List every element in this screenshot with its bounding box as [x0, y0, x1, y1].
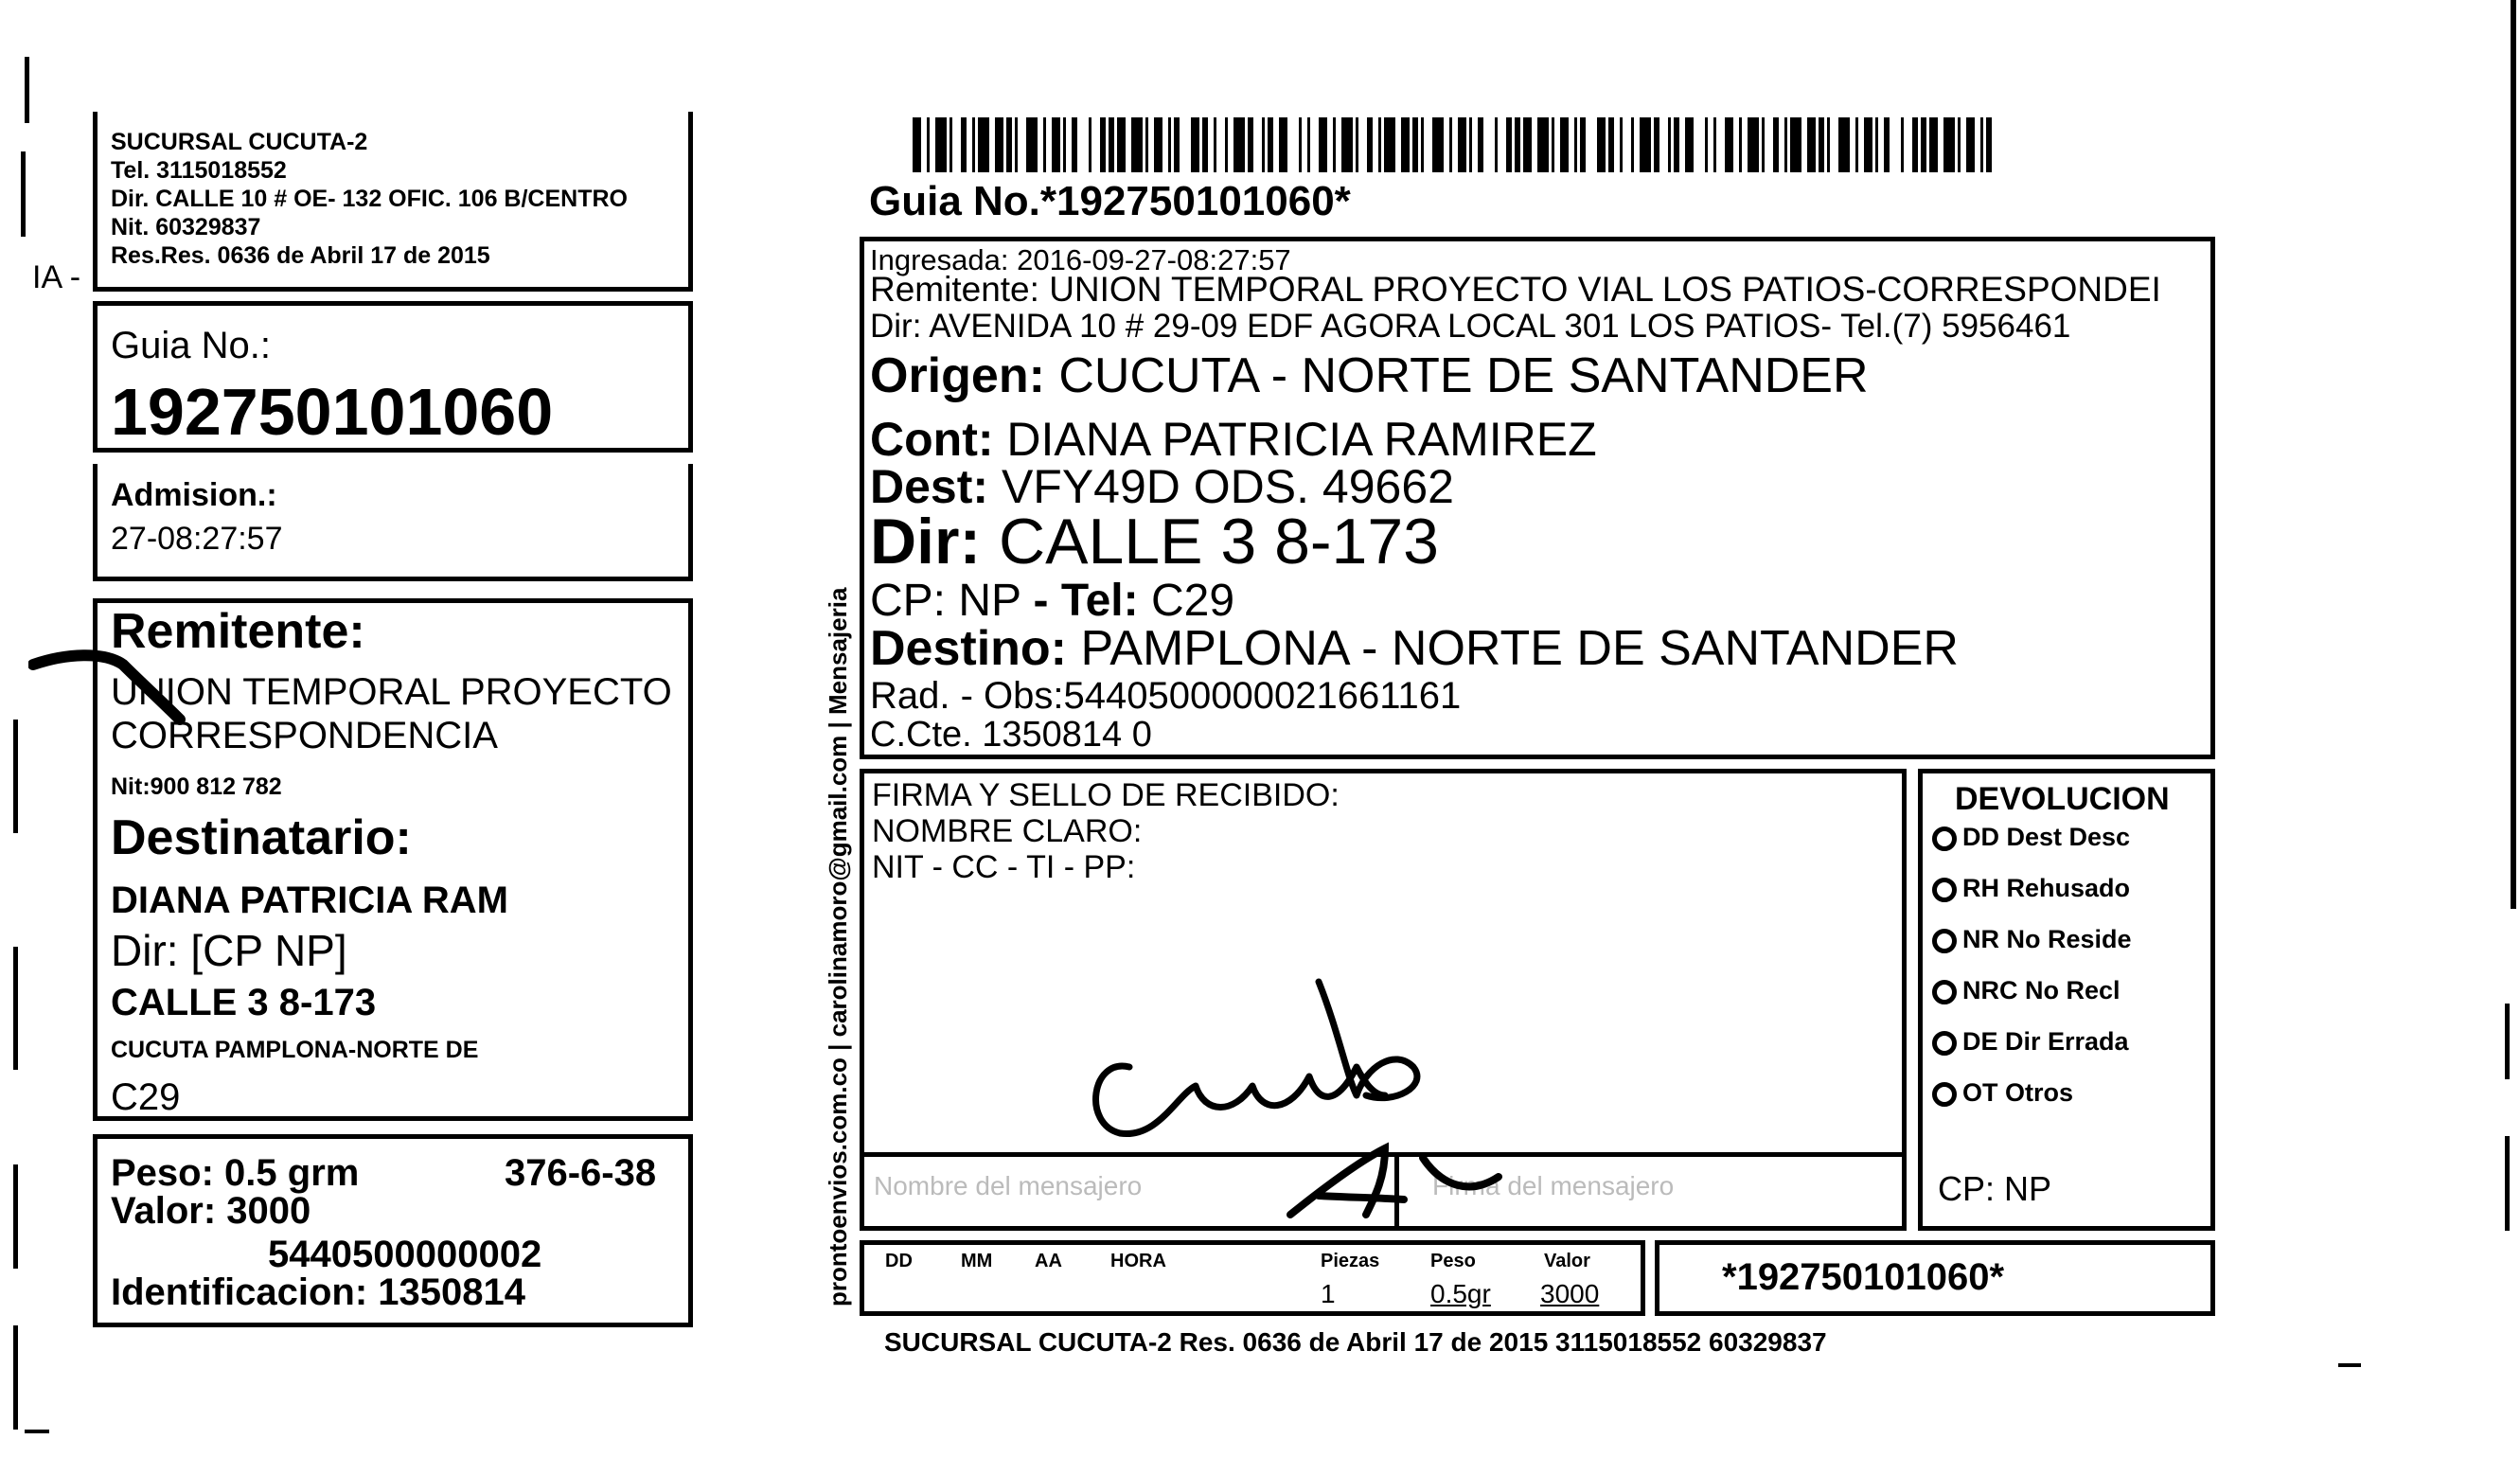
- barcode-bar: [1432, 117, 1444, 172]
- barcode-bar: [1202, 117, 1208, 172]
- details-peso: 0.5gr: [1430, 1279, 1491, 1308]
- barcode-bar: [1748, 117, 1759, 172]
- messenger-signature-field: Firma del mensajero: [1432, 1171, 1675, 1200]
- stub-peso: Peso: 0.5 grm: [111, 1152, 360, 1194]
- dir-label: Dir:: [870, 506, 982, 578]
- barcode-bar: [1597, 117, 1606, 172]
- cont-value: DIANA PATRICIA RAMIREZ: [1006, 413, 1597, 466]
- main-address-box: [860, 237, 2215, 759]
- barcode-bar: [1319, 117, 1327, 172]
- stub-weight-box: [93, 1134, 693, 1327]
- barcode-bar: [1043, 117, 1046, 172]
- barcode-bar: [1884, 117, 1890, 172]
- branch-nit: Nit. 60329837: [111, 214, 261, 240]
- header-peso: Peso: [1430, 1251, 1476, 1271]
- destino-label: Destino:: [870, 621, 1067, 676]
- barcode-bar: [1674, 117, 1679, 172]
- details-valor: 3000: [1540, 1279, 1600, 1308]
- barcode-bar: [1356, 117, 1358, 172]
- barcode-bar: [1006, 117, 1012, 172]
- cp-value: NP: [958, 576, 1021, 626]
- header-aa: AA: [1035, 1251, 1062, 1271]
- devolucion-item: OT Otros: [1932, 1078, 2073, 1108]
- barcode-bar: [1421, 117, 1424, 172]
- stub-admision-box: [93, 464, 693, 581]
- barcode-bar: [1262, 117, 1265, 172]
- barcode-bar: [1145, 117, 1148, 172]
- barcode-bar: [1807, 117, 1816, 172]
- details-piezas: 1: [1321, 1279, 1336, 1308]
- stub-tel: C29: [111, 1076, 181, 1118]
- header-piezas: Piezas: [1321, 1251, 1380, 1271]
- devolucion-item: NR No Reside: [1932, 925, 2132, 954]
- barcode-bar: [1174, 117, 1180, 172]
- barcode-bar: [1705, 117, 1708, 172]
- radio-circle[interactable]: [1932, 980, 1957, 1004]
- barcode-bar: [1225, 117, 1228, 172]
- barcode-bar: [913, 117, 921, 172]
- header-dd: DD: [885, 1251, 913, 1271]
- side-text: prontoenvios.com.co | carolinamoro@gmail.com | Mensajeria: [824, 587, 852, 1306]
- main-origen: [870, 347, 1869, 404]
- barcode-bar: [1668, 117, 1671, 172]
- stub-dir-cp: Dir: [CP NP]: [111, 926, 347, 975]
- footer: SUCURSAL CUCUTA-2 Res. 0636 de Abril 17 de 2015 3115018552 60329837: [884, 1327, 1827, 1357]
- barcode-bar: [1574, 117, 1577, 172]
- stub-city: CUCUTA PAMPLONA-NORTE DE: [111, 1037, 479, 1063]
- stub-remitente-label: Remitente:: [111, 604, 365, 659]
- stub-code: 376-6-38: [505, 1152, 657, 1194]
- barcode-bar: [1552, 117, 1554, 172]
- header-mm: MM: [961, 1251, 993, 1271]
- barcode-bar: [1458, 117, 1466, 172]
- barcode-bar: [935, 117, 947, 172]
- barcode-bar: [1506, 117, 1512, 172]
- barcode-number-box: [1655, 1240, 2215, 1316]
- stub-remitente-line2: CORRESPONDENCIA: [111, 715, 498, 756]
- recipient-signature: [1054, 953, 1451, 1162]
- barcode-bar: [1268, 117, 1273, 172]
- devolucion-item: RH Rehusado: [1932, 874, 2130, 903]
- stub-guia-box: [93, 301, 693, 453]
- barcode-bar: [1233, 117, 1245, 172]
- scan-mark: [13, 720, 18, 833]
- barcode-bar: [1072, 117, 1077, 172]
- barcode-number: *192750101060*: [1722, 1256, 2005, 1298]
- barcode-bar: [1685, 117, 1694, 172]
- barcode-bar: [1307, 117, 1310, 172]
- barcode-bar: [1580, 117, 1586, 172]
- header-hora: HORA: [1110, 1251, 1166, 1271]
- main-remitente: Remitente: UNION TEMPORAL PROYECTO VIAL LOS PATIOS-CORRESPONDEI: [870, 270, 2161, 309]
- barcode-bar: [927, 117, 930, 172]
- scan-mark: [13, 1164, 18, 1269]
- barcode-bar: [1620, 117, 1623, 172]
- stub-destinatario-label: Destinatario:: [111, 810, 412, 865]
- radio-circle[interactable]: [1932, 878, 1957, 902]
- barcode-bar: [1248, 117, 1253, 172]
- main-guia-title: Guia No.*192750101060*: [869, 178, 1351, 224]
- barcode-bar: [1131, 117, 1143, 172]
- stub-admision-time: 27-08:27:57: [111, 521, 283, 557]
- scan-mark: [25, 57, 29, 123]
- stub-destinatario-name: DIANA PATRICIA RAM: [111, 880, 508, 921]
- stub-guia-number: 192750101060: [111, 375, 554, 449]
- stub-guia-label: Guia No.:: [111, 325, 271, 366]
- scan-mark: [2338, 1363, 2361, 1367]
- main-destino: [870, 620, 1959, 677]
- barcode-bar: [1713, 117, 1716, 172]
- barcode-bar: [1367, 117, 1373, 172]
- barcode-bar: [1875, 117, 1878, 172]
- barcode-bar: [978, 117, 989, 172]
- barcode-bar: [1631, 117, 1634, 172]
- barcode: [913, 117, 2001, 172]
- barcode-bar: [961, 117, 967, 172]
- barcode-bar: [1654, 117, 1659, 172]
- tel-label: - Tel:: [1033, 576, 1139, 626]
- barcode-bar: [1449, 117, 1452, 172]
- barcode-bar: [1929, 117, 1938, 172]
- origen-label: Origen:: [870, 348, 1045, 403]
- scan-mark: [13, 947, 18, 1070]
- radio-circle[interactable]: [1932, 1082, 1957, 1107]
- branch-address: Dir. CALLE 10 # OE- 132 OFIC. 106 B/CENTRO: [111, 186, 628, 212]
- barcode-bar: [1279, 117, 1287, 172]
- main-ingresada: Ingresada: 2016-09-27-08:27:57: [870, 243, 1291, 276]
- dest-value: VFY49D ODS. 49662: [1001, 460, 1454, 513]
- barcode-bar: [1214, 117, 1216, 172]
- barcode-bar: [1117, 117, 1126, 172]
- ink-stroke: [28, 644, 218, 738]
- messenger-signature: [1281, 1139, 1527, 1226]
- barcode-bar: [995, 117, 1003, 172]
- barcode-bar: [1089, 117, 1091, 172]
- dest-label: Dest:: [870, 460, 989, 513]
- stub-ref: 5440500000002: [268, 1234, 542, 1275]
- barcode-bar: [1191, 117, 1199, 172]
- scan-mark: [2511, 0, 2516, 909]
- barcode-bar: [1864, 117, 1872, 172]
- branch-resolution: Res.Res. 0636 de Abril 17 de 2015: [111, 242, 490, 269]
- origen-value: CUCUTA - NORTE DE SANTANDER: [1058, 348, 1869, 403]
- messenger-name-field: Nombre del mensajero: [874, 1171, 1143, 1200]
- barcode-bar: [1762, 117, 1765, 172]
- barcode-bar: [1773, 117, 1779, 172]
- cont-label: Cont:: [870, 413, 994, 466]
- barcode-bar: [1912, 117, 1918, 172]
- devolucion-item: DD Dest Desc: [1932, 823, 2130, 852]
- branch-tel: Tel. 3115018552: [111, 157, 287, 184]
- stub-remitente-line1: UNION TEMPORAL PROYECTO: [111, 671, 672, 713]
- devolucion-title: DEVOLUCION: [1955, 781, 2170, 817]
- barcode-bar: [1640, 117, 1651, 172]
- scan-mark: [2505, 1004, 2510, 1079]
- barcode-bar: [1921, 117, 1926, 172]
- scan-mark: [2505, 1136, 2510, 1231]
- barcode-bar: [1026, 117, 1038, 172]
- scan-fragment: IA -: [32, 259, 81, 295]
- radio-circle[interactable]: [1932, 1031, 1957, 1056]
- barcode-bar: [1725, 117, 1733, 172]
- barcode-bar: [1478, 117, 1483, 172]
- scan-mark: [25, 1430, 49, 1433]
- barcode-bar: [1515, 117, 1520, 172]
- barcode-bar: [1523, 117, 1532, 172]
- barcode-bar: [1333, 117, 1336, 172]
- barcode-bar: [1412, 117, 1418, 172]
- barcode-bar: [1154, 117, 1162, 172]
- barcode-bar: [1986, 117, 1992, 172]
- barcode-bar: [1537, 117, 1549, 172]
- destino-value: PAMPLONA - NORTE DE SANTANDER: [1080, 621, 1959, 676]
- barcode-bar: [1980, 117, 1983, 172]
- firma-line3: NIT - CC - TI - PP:: [872, 849, 1136, 885]
- main-dir-remitente: Dir: AVENIDA 10 # 29-09 EDF AGORA LOCAL 301 LOS PATIOS- Tel.(7) 5956461: [870, 308, 2071, 345]
- barcode-bar: [1784, 117, 1787, 172]
- cp-label: CP:: [870, 576, 947, 626]
- stub-valor: Valor: 3000: [111, 1190, 311, 1232]
- barcode-bar: [1401, 117, 1410, 172]
- devolucion-item: DE Dir Errada: [1932, 1027, 2129, 1057]
- barcode-bar: [1469, 117, 1472, 172]
- firma-line1: FIRMA Y SELLO DE RECIBIDO:: [872, 777, 1340, 813]
- stub-dir-street: CALLE 3 8-173: [111, 982, 377, 1023]
- barcode-bar: [1063, 117, 1066, 172]
- barcode-bar: [1100, 117, 1106, 172]
- barcode-bar: [1838, 117, 1850, 172]
- radio-circle[interactable]: [1932, 929, 1957, 953]
- barcode-bar: [1739, 117, 1742, 172]
- barcode-bar: [1608, 117, 1614, 172]
- scan-mark: [21, 151, 26, 237]
- barcode-bar: [1943, 117, 1955, 172]
- tel-value: C29: [1150, 576, 1235, 626]
- devolucion-cp: CP: NP: [1938, 1169, 2052, 1208]
- barcode-bar: [1052, 117, 1060, 172]
- scan-mark: [13, 1325, 18, 1430]
- barcode-bar: [1495, 117, 1498, 172]
- barcode-bar: [1790, 117, 1801, 172]
- barcode-bar: [1966, 117, 1975, 172]
- main-rad: Rad. - Obs:5440500000021661161: [870, 675, 1462, 717]
- branch-header-box: [93, 112, 693, 292]
- barcode-bar: [1901, 117, 1904, 172]
- barcode-bar: [949, 117, 952, 172]
- barcode-bar: [1168, 117, 1171, 172]
- firma-line2: NOMBRE CLARO:: [872, 813, 1143, 849]
- stub-nit: Nit:900 812 782: [111, 773, 282, 800]
- barcode-bar: [972, 117, 975, 172]
- barcode-bar: [1109, 117, 1114, 172]
- stub-identificacion: Identificacion: 1350814: [111, 1271, 525, 1313]
- main-dir: [870, 505, 1439, 578]
- barcode-bar: [1341, 117, 1353, 172]
- radio-circle[interactable]: [1932, 826, 1957, 851]
- barcode-bar: [1378, 117, 1381, 172]
- barcode-bar: [1299, 117, 1302, 172]
- barcode-bar: [1384, 117, 1395, 172]
- main-ccte: C.Cte. 1350814 0: [870, 715, 1152, 755]
- details-box: [860, 1240, 1645, 1316]
- barcode-bar: [1015, 117, 1018, 172]
- header-valor: Valor: [1544, 1251, 1590, 1271]
- barcode-bar: [1819, 117, 1824, 172]
- barcode-bar: [1560, 117, 1569, 172]
- barcode-bar: [1958, 117, 1961, 172]
- barcode-bar: [1855, 117, 1858, 172]
- devolucion-box: [1918, 769, 2215, 1231]
- main-cp-tel: [870, 575, 1234, 627]
- dir-value: CALLE 3 8-173: [999, 506, 1439, 578]
- branch-name: SUCURSAL CUCUTA-2: [111, 129, 368, 155]
- devolucion-item: NRC No Recl: [1932, 976, 2121, 1005]
- stub-admision-label: Admision.:: [111, 477, 277, 513]
- firma-box: [860, 769, 1907, 1231]
- barcode-bar: [1827, 117, 1830, 172]
